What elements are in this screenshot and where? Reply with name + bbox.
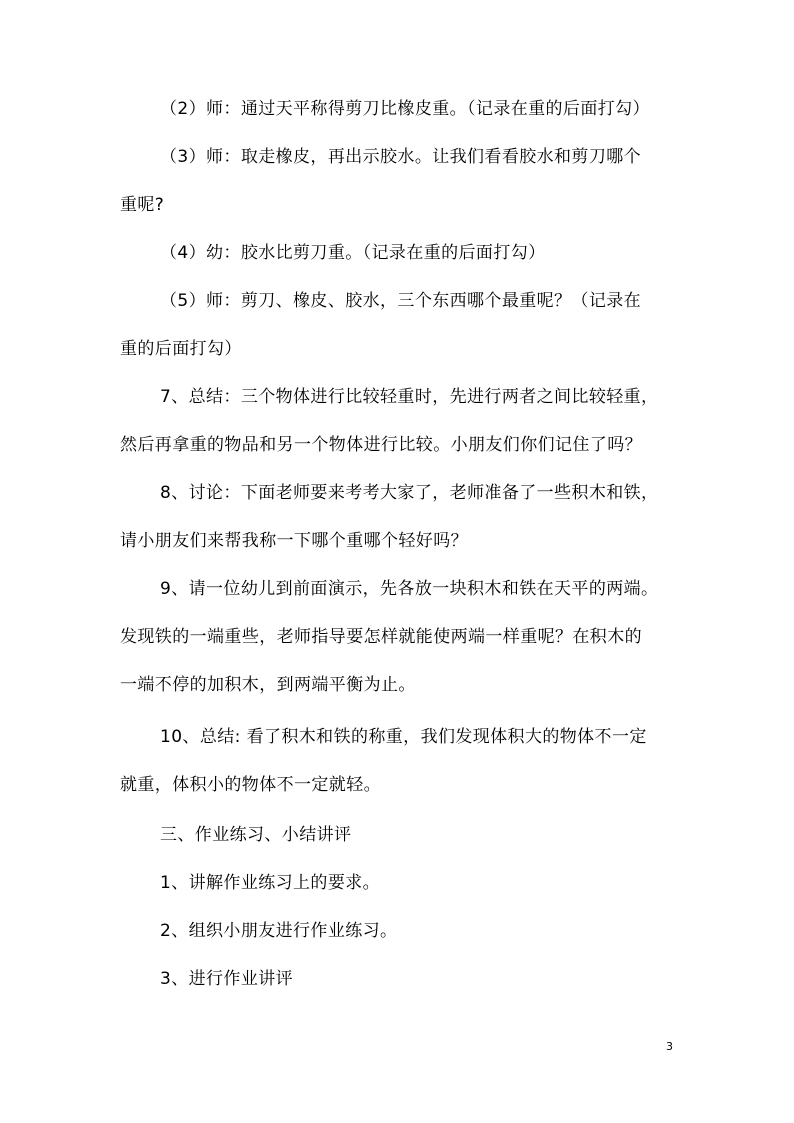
text-line: 三、作业练习、小结讲评 [160,825,352,845]
text-line: 9、请一位幼儿到前面演示，先各放一块积木和铁在天平的两端。 [160,579,659,599]
text-line: 重呢? [120,195,165,215]
paragraph-summary-10 [120,713,680,809]
text-line: 2、组织小朋友进行作业练习。 [160,921,398,941]
text-line: 7、总结：三个物体进行比较轻重时，先进行两者之间比较轻重， [160,387,659,407]
text-line: （5）师：剪刀、橡皮、胶水，三个东西哪个最重呢？（记录在 [160,291,642,311]
list-item-3 [120,955,680,1003]
text-line: 重的后面打勾） [120,339,242,359]
text-line: （2）师：通过天平称得剪刀比橡皮重。（记录在重的后面打勾） [160,99,650,119]
text-line: （3）师：取走橡皮，再出示胶水。让我们看看胶水和剪刀哪个 [160,147,642,167]
text-line: 3、进行作业讲评 [160,969,294,989]
paragraph-discussion-8 [120,469,680,565]
text-line: 就重，体积小的物体不一定就轻。 [120,775,381,795]
text-line: 请小朋友们来帮我称一下哪个重哪个轻好吗？ [120,531,468,551]
text-line: 发现铁的一端重些，老师指导要怎样就能使两端一样重呢？在积木的 [120,627,642,647]
list-item-2 [120,907,680,955]
text-line: （4）幼：胶水比剪刀重。（记录在重的后面打勾） [160,243,546,263]
list-item-1 [120,859,680,907]
text-line: 8、讨论：下面老师要来考考大家了，老师准备了一些积木和铁， [160,483,659,503]
text-line: 一端不停的加积木，到两端平衡为止。 [120,675,416,695]
text-line: 1、讲解作业练习上的要求。 [160,873,381,893]
section-heading-practice [120,811,680,859]
text-line: 10、总结: 看了积木和铁的称重，我们发现体积大的物体不一定 [160,727,647,747]
paragraph-teacher-5 [120,277,680,373]
paragraph-demo-9 [120,565,680,709]
text-line: 然后再拿重的物品和另一个物体进行比较。小朋友们你们记住了吗？ [120,435,642,455]
paragraph-teacher-3 [120,133,680,229]
paragraph-summary-7 [120,373,680,469]
paragraph-child-4 [120,229,680,277]
page-number: 3 [666,1040,673,1053]
paragraph-teacher-2 [120,85,680,133]
